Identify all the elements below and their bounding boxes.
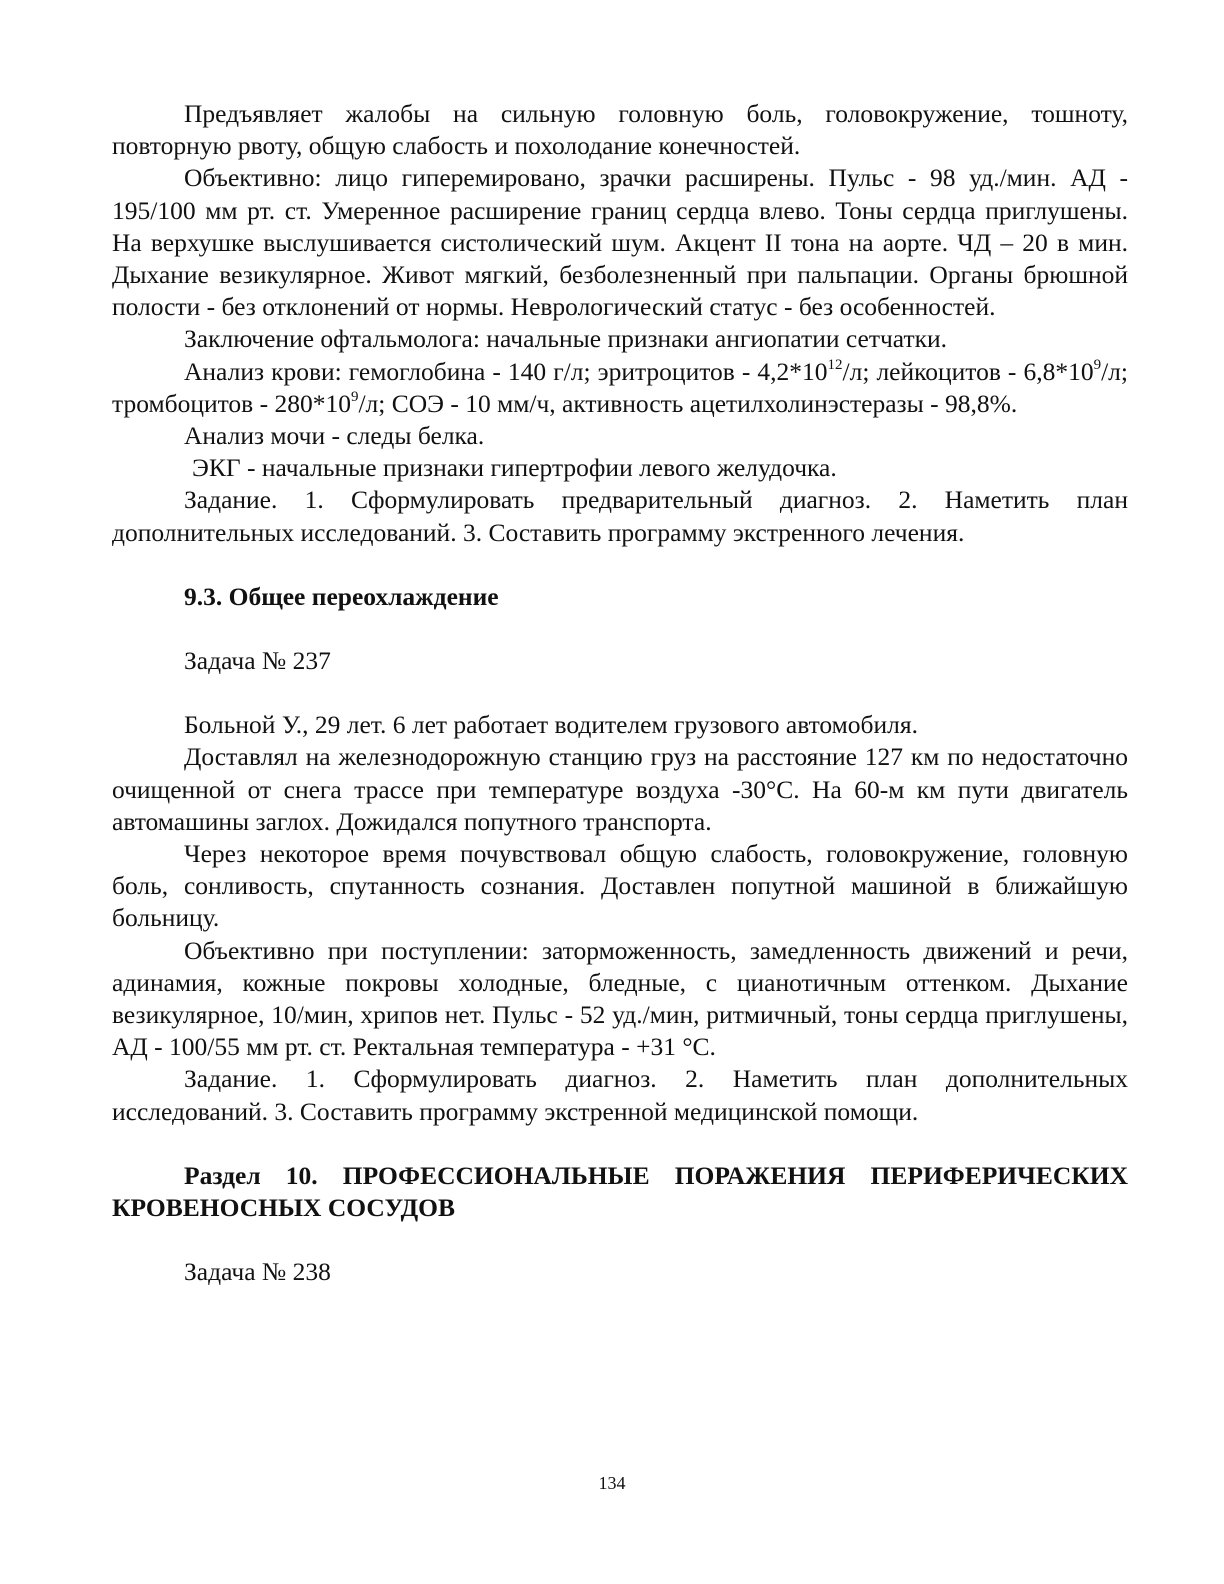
blood-text-2: /л; лейкоцитов - 6,8*10	[842, 356, 1094, 386]
objective-admission-paragraph: Объективно при поступлении: заторможенность, замедленность движений и речи, адинамия, кожные покровы холодные, бледные, с цианотичным оттенком. Дыхание везикулярное, 10/мин, хрипов нет. Пульс - 52 уд./мин, ритмичный, тоны сердца приглушены, АД - 100/55 мм рт. ст. Ректальная температура - +31 °С.	[112, 935, 1128, 1062]
spacer	[112, 677, 1128, 709]
blood-text-4: /л; СОЭ - 10 мм/ч, активность ацетилхолинэстеразы - 98,8%.	[358, 388, 1018, 418]
problem-title-238: Задача № 238	[184, 1257, 331, 1287]
task-paragraph-237: Задание. 1. Сформулировать диагноз. 2. Наметить план дополнительных исследований. 3. Составить программу экстренной медицинской помощи.	[112, 1064, 1128, 1126]
urine-analysis-paragraph: Анализ мочи - следы белка.	[184, 421, 485, 451]
spacer	[112, 1224, 1128, 1256]
blood-exponent-2: 9	[1093, 356, 1102, 373]
spacer	[112, 1128, 1128, 1160]
section-heading-9-3: 9.3. Общее переохлаждение	[184, 581, 499, 611]
ecg-paragraph: ЭКГ - начальные признаки гипертрофии левого желудочка.	[192, 453, 837, 483]
task-paragraph: Задание. 1. Сформулировать предварительный диагноз. 2. Наметить план дополнительных исследований. 3. Составить программу экстренного лечения.	[112, 485, 1128, 547]
objective-paragraph: Объективно: лицо гиперемировано, зрачки расширены. Пульс - 98 уд./мин. АД - 195/100 мм рт. ст. Умеренное расширение границ сердца влево. Тоны сердца приглушены. На верхушке выслушивается систолический шум. Акцент II тона на аорте. ЧД – 20 в мин. Дыхание везикулярное. Живот мягкий, безболезненный при пальпации. Органы брюшной полости - без отклонений от нормы. Неврологический статус - без особенностей.	[112, 163, 1128, 322]
section-heading-10: Раздел 10. ПРОФЕССИОНАЛЬНЫЕ ПОРАЖЕНИЯ ПЕРИФЕРИЧЕСКИХ КРОВЕНОСНЫХ СОСУДОВ	[112, 1160, 1128, 1223]
blood-analysis-paragraph	[112, 356, 1128, 420]
spacer	[112, 613, 1128, 645]
blood-text-1: Анализ крови: гемоглобина - 140 г/л; эритроцитов - 4,2*10	[184, 356, 828, 386]
page-number: 134	[598, 1473, 626, 1493]
complaints-paragraph: Предъявляет жалобы на сильную головную боль, головокружение, тошноту, повторную рвоту, общую слабость и похолодание конечностей.	[112, 99, 1128, 161]
problem-title-237: Задача № 237	[184, 646, 331, 676]
blood-exponent-1: 12	[827, 356, 843, 373]
blood-text-3: /л; тромбоцитов - 280*10	[112, 356, 1128, 418]
blood-exponent-3: 9	[350, 388, 359, 405]
patient-paragraph: Больной У., 29 лет. 6 лет работает водителем грузового автомобиля.	[184, 710, 919, 740]
history-paragraph: Доставлял на железнодорожную станцию груз на расстояние 127 км по недостаточно очищенной от снега трассе при температуре воздуха -30°С. На 60-м км пути двигатель автомашины заглох. Дожидался попутного транспорта.	[112, 742, 1128, 836]
document-page	[112, 98, 1128, 1289]
symptoms-paragraph: Через некоторое время почувствовал общую слабость, головокружение, головную боль, сонливость, спутанность сознания. Доставлен попутной машиной в ближайшую больницу.	[112, 839, 1128, 933]
spacer	[112, 549, 1128, 581]
ophthalmologist-paragraph: Заключение офтальмолога: начальные признаки ангиопатии сетчатки.	[184, 324, 947, 354]
